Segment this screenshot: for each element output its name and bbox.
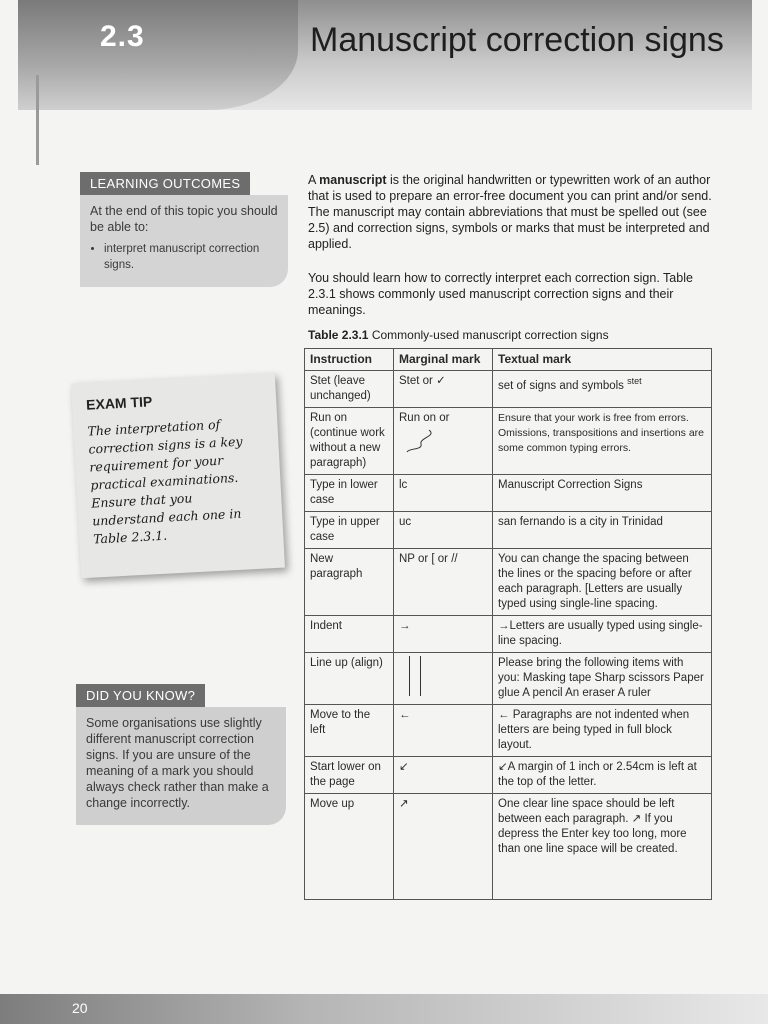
- stet-superscript: stet: [627, 376, 642, 386]
- learning-outcomes-heading: LEARNING OUTCOMES: [80, 172, 250, 195]
- section-number: 2.3: [100, 20, 145, 53]
- cell-textual: san fernando is a city in Trinidad: [493, 512, 712, 549]
- cell-textual: [493, 371, 712, 408]
- cell-textual: You can change the spacing between the lines or the spacing before or after each paragraph. [Letters are usually typed using single-line spacing.: [493, 549, 712, 616]
- cell-instruction: Type in lower case: [305, 475, 394, 512]
- cell-marginal: NP or [ or //: [394, 549, 493, 616]
- cell-marginal: Stet or ✓: [394, 371, 493, 408]
- intro-paragraph: [308, 172, 712, 252]
- margin-rule: [36, 75, 39, 165]
- cell-marginal: uc: [394, 512, 493, 549]
- run-on-label: Run on or: [399, 412, 450, 424]
- cell-textual: ← Paragraphs are not indented when letters are being typed in full block layout.: [493, 705, 712, 757]
- table-caption-text: Commonly-used manuscript correction signs: [368, 328, 609, 342]
- did-you-know-box: [76, 684, 286, 825]
- footer-band: [0, 994, 768, 1024]
- table-row: [305, 408, 712, 475]
- stet-example: set of signs and symbols: [498, 379, 624, 392]
- did-you-know-heading: DID YOU KNOW?: [76, 684, 205, 707]
- table-row: [305, 616, 712, 653]
- correction-signs-table: [304, 348, 712, 900]
- header-instruction: Instruction: [305, 349, 394, 371]
- table-row: [305, 475, 712, 512]
- section-tab: [18, 0, 298, 110]
- learning-outcomes-intro: At the end of this topic you should be able to:: [90, 204, 278, 234]
- header-marginal-mark: Marginal mark: [394, 349, 493, 371]
- did-you-know-body: Some organisations use slightly different manuscript correction signs. If you are unsure of the meaning of a mark you should always check rather than make a change incorrectly.: [76, 707, 286, 825]
- cell-instruction: Stet (leave unchanged): [305, 371, 394, 408]
- page-number: 20: [72, 1000, 88, 1016]
- cell-textual: Ensure that your work is free from errors. Omissions, transpositions and insertions are some common typing errors.: [493, 408, 712, 475]
- cell-instruction: Move to the left: [305, 705, 394, 757]
- align-lines-icon: [409, 656, 421, 696]
- exam-tip-text: The interpretation of correction signs is a key requirement for your practical examinations. Ensure that you understand each one in Table 2.3.1.: [87, 416, 243, 547]
- learning-outcomes-box: [80, 172, 288, 287]
- table-row: [305, 371, 712, 408]
- cell-marginal: lc: [394, 475, 493, 512]
- learning-outcome-item: • interpret manuscript correction signs.: [104, 241, 278, 273]
- table-row: [305, 549, 712, 616]
- cell-textual: ↙A margin of 1 inch or 2.54cm is left at the top of the letter.: [493, 757, 712, 794]
- table-caption: [308, 328, 609, 342]
- cell-instruction: Line up (align): [305, 653, 394, 705]
- table-caption-label: Table 2.3.1: [308, 328, 369, 342]
- cell-marginal: →: [394, 616, 493, 653]
- table-header-row: [305, 349, 712, 371]
- cell-marginal: ←: [394, 705, 493, 757]
- cell-instruction: Indent: [305, 616, 394, 653]
- cell-marginal: ↗: [394, 794, 493, 900]
- cell-textual: Please bring the following items with you: Masking tape Sharp scissors Paper glue A pencil An eraser A ruler: [493, 653, 712, 705]
- cell-instruction: Move up: [305, 794, 394, 900]
- learn-paragraph: You should learn how to correctly interpret each correction sign. Table 2.3.1 shows commonly used manuscript correction signs and their meanings.: [308, 271, 693, 317]
- cell-marginal: ↙: [394, 757, 493, 794]
- table-row: [305, 794, 712, 900]
- table-row: [305, 757, 712, 794]
- cell-marginal: [394, 653, 493, 705]
- learning-outcomes-body: [80, 195, 288, 287]
- cell-textual: →Letters are usually typed using single-line spacing.: [493, 616, 712, 653]
- table-row: [305, 705, 712, 757]
- cell-textual: One clear line space should be left between each paragraph. ↗ If you depress the Enter key too long, more than one line space will be created.: [493, 794, 712, 900]
- run-on-mark-icon: [399, 426, 439, 454]
- exam-tip-note: [71, 373, 285, 578]
- header-textual-mark: Textual mark: [493, 349, 712, 371]
- intro-term-manuscript: manuscript: [319, 173, 387, 187]
- cell-textual: Manuscript Correction Signs: [493, 475, 712, 512]
- cell-instruction: Start lower on the page: [305, 757, 394, 794]
- table-row: [305, 653, 712, 705]
- cell-marginal: [394, 408, 493, 475]
- intro-text-a: A: [308, 173, 320, 187]
- cell-instruction: Run on (continue work without a new paragraph): [305, 408, 394, 475]
- page-title: Manuscript correction signs: [310, 21, 724, 59]
- cell-instruction: Type in upper case: [305, 512, 394, 549]
- cell-instruction: New paragraph: [305, 549, 394, 616]
- intro-text-b: is the original handwritten or typewritten work of an author that is used to prepare an error-free document you can print and/or send. The manuscript may contain abbreviations that must be spelled out (see 2.5) and correction signs, symbols or marks that must be interpreted and applied.: [308, 173, 712, 251]
- learning-outcomes-list: [90, 241, 278, 273]
- exam-tip-heading: EXAM TIP: [85, 393, 153, 413]
- table-row: [305, 512, 712, 549]
